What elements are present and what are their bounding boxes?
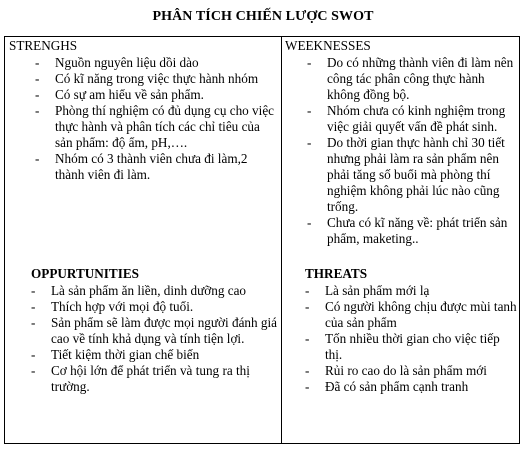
list-item-text: Cơ hội lớn để phát triển và tung ra thị trường. <box>51 363 250 394</box>
list-item <box>305 299 517 331</box>
list-item-text: Do có những thành viên đi làm nên công tác phân công thực hành không đồng bộ. <box>327 55 514 102</box>
threats-list <box>305 283 517 395</box>
list-item <box>31 299 279 315</box>
bullet-dash: - <box>305 363 310 378</box>
strengths-section <box>9 38 277 183</box>
list-item-text: Thích hợp với mọi độ tuổi. <box>51 299 194 314</box>
bullet-dash: - <box>305 331 310 346</box>
list-item <box>305 379 517 395</box>
threats-heading: THREATS <box>305 266 368 281</box>
list-item-text: Là sản phẩm mới lạ <box>325 283 430 298</box>
bullet-dash: - <box>307 135 312 150</box>
list-item <box>307 55 519 103</box>
list-item <box>35 55 277 71</box>
strengths-list <box>35 55 277 183</box>
opportunities-list <box>31 283 279 395</box>
bullet-dash: - <box>307 215 312 230</box>
strengths-heading: STRENGHS <box>9 38 78 53</box>
bullet-dash: - <box>35 55 40 70</box>
list-item-text: Phòng thí nghiệm có đủ dụng cụ cho việc thực hành và phân tích các chỉ tiêu của sản phẩm: độ ẩm, pH,…. <box>55 103 275 150</box>
list-item <box>307 103 519 135</box>
list-item <box>305 331 517 363</box>
list-item <box>305 283 517 299</box>
list-item <box>307 135 519 215</box>
list-item-text: Rủi ro cao do là sản phẩm mới <box>325 363 487 378</box>
bullet-dash: - <box>31 363 36 378</box>
bullet-dash: - <box>31 315 36 330</box>
list-item <box>307 215 519 247</box>
bullet-dash: - <box>307 103 312 118</box>
weaknesses-section <box>285 38 519 247</box>
weaknesses-heading: WEEKNESSES <box>285 38 371 53</box>
list-item <box>35 151 277 183</box>
threats-section <box>305 266 517 395</box>
list-item-text: Nhóm có 3 thành viên chưa đi làm,2 thành viên đi làm. <box>55 151 248 182</box>
bullet-dash: - <box>35 151 40 166</box>
list-item <box>35 71 277 87</box>
list-item-text: Tốn nhiều thời gian cho việc tiếp thị. <box>325 331 500 362</box>
bullet-dash: - <box>31 299 36 314</box>
list-item-text: Có kĩ năng trong việc thực hành nhóm <box>55 71 259 86</box>
weaknesses-list <box>307 55 519 247</box>
bullet-dash: - <box>305 299 310 314</box>
list-item-text: Là sản phẩm ăn liền, dinh dưỡng cao <box>51 283 247 298</box>
bullet-dash: - <box>35 87 40 102</box>
list-item-text: Đã có sản phẩm cạnh tranh <box>325 379 469 394</box>
bullet-dash: - <box>35 71 40 86</box>
list-item <box>35 87 277 103</box>
list-item-text: Có sự am hiểu về sản phẩm. <box>55 87 204 102</box>
opportunities-section <box>31 266 279 395</box>
bullet-dash: - <box>31 283 36 298</box>
list-item <box>35 103 277 151</box>
page-title: PHÂN TÍCH CHIẾN LƯỢC SWOT <box>152 9 374 24</box>
list-item-text: Chưa có kĩ năng về: phát triển sản phẩm, maketing.. <box>327 215 508 246</box>
column-divider <box>281 37 282 443</box>
swot-table <box>4 36 520 444</box>
opportunities-heading: OPPURTUNITIES <box>31 266 139 281</box>
list-item <box>305 363 517 379</box>
list-item-text: Nhóm chưa có kinh nghiệm trong việc giải quyết vấn đề phát sinh. <box>327 103 506 134</box>
list-item <box>31 363 279 395</box>
list-item <box>31 315 279 347</box>
bullet-dash: - <box>305 283 310 298</box>
list-item-text: Tiết kiệm thời gian chế biến <box>51 347 200 362</box>
list-item-text: Nguồn nguyên liệu dồi dào <box>55 55 199 70</box>
bullet-dash: - <box>307 55 312 70</box>
list-item-text: Do thời gian thực hành chỉ 30 tiết nhưng phải làm ra sản phẩm nên phải tăng số buổi mà phòng thí nghiệm không phải lúc nào cũng trống. <box>327 135 505 214</box>
bullet-dash: - <box>35 103 40 118</box>
bullet-dash: - <box>31 347 36 362</box>
bullet-dash: - <box>305 379 310 394</box>
list-item <box>31 347 279 363</box>
list-item-text: Sản phẩm sẽ làm được mọi người đánh giá cao về tính khả dụng và tính tiện lợi. <box>51 315 278 346</box>
list-item-text: Có người không chịu được mùi tanh của sản phẩm <box>325 299 517 330</box>
list-item <box>31 283 279 299</box>
